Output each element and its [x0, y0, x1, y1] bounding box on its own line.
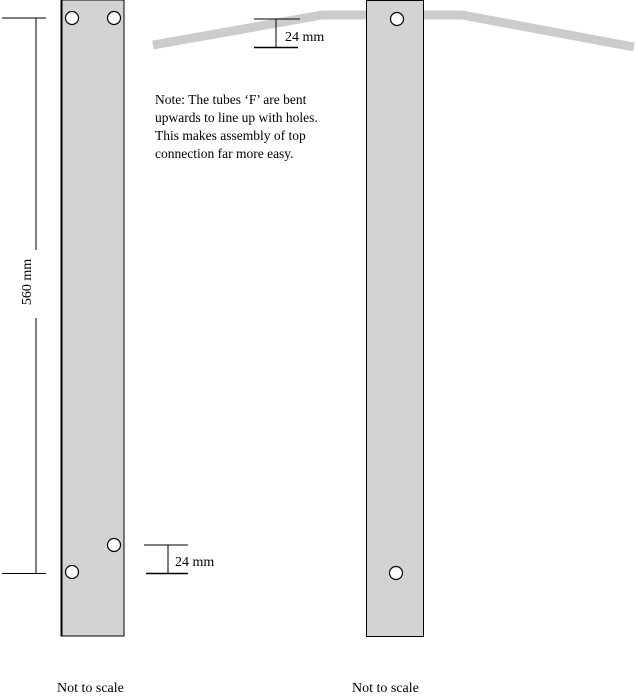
hole-spacing-dimension — [144, 545, 214, 574]
note-text — [155, 92, 318, 161]
dimension-label-560: 560 mm — [20, 258, 35, 306]
right-bar — [367, 1, 424, 637]
hole-spacing-label: 24 mm — [175, 555, 215, 570]
left-bar-hole-top-right — [108, 12, 121, 25]
note-line-3: This makes assembly of top — [155, 128, 306, 143]
note-line-1: Note: The tubes ‘F’ are bent — [155, 92, 307, 107]
left-caption: Not to scale — [57, 681, 124, 696]
left-bar-hole-bottom-right — [108, 539, 121, 552]
tube-offset-label: 24 mm — [285, 30, 325, 45]
dimension-560 — [2, 18, 46, 574]
right-bar-hole-bottom — [390, 567, 403, 580]
right-caption: Not to scale — [352, 681, 419, 696]
note-line-4: connection far more easy. — [155, 146, 294, 161]
note-line-2: upwards to line up with holes. — [155, 110, 318, 125]
right-bar-hole-top — [391, 13, 404, 26]
left-bar-hole-bottom-left — [66, 566, 79, 579]
left-bar-hole-top-left — [66, 12, 79, 25]
